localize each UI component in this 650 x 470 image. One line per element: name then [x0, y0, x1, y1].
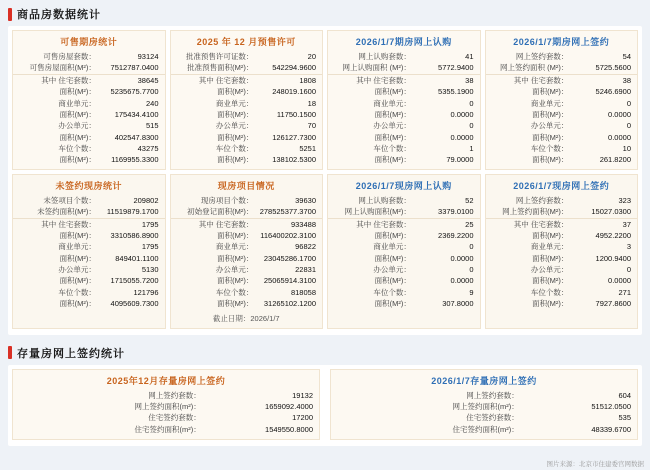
row-label: 可售房屋套数： — [43, 52, 96, 61]
row-label: 批准预售许可证数： — [185, 52, 254, 61]
accent-bar-icon — [8, 8, 12, 21]
row-value: 402547.8300 — [114, 132, 159, 142]
row-label: 网上签约套数： — [515, 52, 569, 61]
row-label: 网上签约套数： — [466, 390, 519, 400]
row-label: 面积(M²)： — [59, 299, 96, 309]
row-label: 车位个数： — [373, 144, 411, 153]
row-value: 0.0000 — [608, 132, 631, 142]
row-value: 25 — [413, 218, 480, 230]
row-value: 1659092.4000 — [265, 401, 313, 411]
row-value: 7512787.0400 — [110, 63, 159, 73]
row-value: 5725.5600 — [595, 63, 631, 73]
card-title: 2026/1/7期房网上认购 — [355, 37, 452, 47]
row-value: 138102.5300 — [272, 155, 316, 165]
row-label: 面积(M²)： — [59, 132, 96, 142]
stock-card-grid — [12, 369, 638, 441]
row-value: 54 — [622, 52, 631, 61]
row-label: 面积(M²)： — [374, 155, 411, 165]
card-existing-online-subscription — [327, 174, 481, 329]
card-table — [13, 195, 165, 310]
row-label: 办公单元： — [373, 265, 411, 274]
row-label: 网上认购面积(M²)： — [344, 207, 411, 217]
row-value: 933488 — [255, 218, 322, 230]
row-label: 未签约面积(M²)： — [37, 207, 96, 217]
row-label: 面积(M²)： — [532, 253, 569, 263]
row-label: 面积(M²)： — [59, 109, 96, 119]
row-value: 1169955.3300 — [111, 155, 159, 165]
card-unsigned-existing — [12, 174, 166, 329]
row-value: 19132 — [292, 390, 313, 400]
row-label: 面积(M²)： — [217, 230, 254, 240]
row-label: 办公单元： — [58, 265, 96, 274]
row-label: 商业单元： — [530, 98, 569, 108]
row-value: 5355.1900 — [438, 87, 474, 97]
row-value: 41 — [465, 52, 474, 61]
row-label: 车位个数： — [530, 287, 569, 297]
row-label: 网上认购套数： — [358, 195, 411, 205]
row-label: 其中 住宅套数： — [328, 74, 413, 86]
row-label: 其中 住宅套数： — [486, 74, 571, 86]
row-value: 31265102.1200 — [263, 299, 316, 309]
card-table — [328, 51, 480, 166]
row-label: 初始登记面积(M²)： — [187, 207, 254, 217]
row-value: 23045286.1700 — [263, 253, 316, 263]
row-label: 面积(M²)： — [374, 230, 411, 240]
card-table — [486, 195, 638, 310]
row-label: 面积(M²)： — [532, 132, 569, 142]
row-label: 办公单元： — [58, 121, 96, 131]
row-label: 商业单元： — [530, 242, 569, 252]
row-value: 0 — [626, 121, 631, 131]
row-value: 515 — [145, 121, 159, 131]
row-value: 0 — [469, 242, 474, 252]
row-value: 22831 — [295, 265, 316, 274]
row-value: 116400202.3100 — [260, 230, 316, 240]
row-label: 网上签约面积(M²)： — [502, 207, 569, 217]
row-label: 其中 住宅套数： — [486, 218, 571, 230]
card-table — [486, 51, 638, 166]
row-value: 278525377.3700 — [259, 207, 316, 217]
card-title: 2026/1/7期房网上签约 — [513, 37, 610, 47]
row-value: 5246.6900 — [595, 87, 631, 97]
row-label: 商业单元： — [373, 242, 411, 252]
row-value: 0.0000 — [450, 109, 474, 119]
source-note: 图片来源：北京市住建委官网数据 — [546, 461, 644, 468]
row-value: 4952.2200 — [595, 230, 631, 240]
row-value: 18 — [307, 98, 316, 108]
row-label: 办公单元： — [530, 121, 569, 131]
row-label: 面积(M²)： — [374, 132, 411, 142]
row-value: 604 — [618, 390, 631, 400]
card-title: 2025年12月存量房网上签约 — [106, 375, 226, 386]
row-value: 17200 — [292, 413, 313, 423]
row-value: 70 — [307, 121, 316, 131]
row-value: 1549550.8000 — [265, 424, 313, 434]
row-label: 办公单元： — [215, 121, 254, 131]
row-value: 0.0000 — [450, 132, 474, 142]
row-value: 5251 — [299, 144, 316, 153]
row-value: 96822 — [295, 242, 316, 252]
row-label: 未签项目个数： — [43, 195, 96, 205]
row-label: 网上签约面积 (M²)： — [500, 63, 569, 73]
row-label: 住宅签约套数： — [148, 413, 201, 423]
row-value: 248019.1600 — [272, 87, 316, 97]
row-label: 面积(M²)： — [59, 276, 96, 286]
row-label: 批准预售面积(M²)： — [187, 63, 254, 73]
row-label: 现房项目个数： — [200, 195, 254, 205]
row-value: 38 — [570, 74, 637, 86]
row-value: 323 — [618, 195, 631, 205]
card-table — [171, 195, 323, 310]
row-value: 1715055.7200 — [110, 276, 159, 286]
card-title: 2026/1/7存量房网上签约 — [431, 375, 537, 386]
row-value: 7927.8600 — [595, 299, 631, 309]
row-value: 37 — [570, 218, 637, 230]
row-label: 办公单元： — [373, 121, 411, 131]
row-value: 10 — [622, 144, 631, 153]
row-label: 面积(M²)： — [59, 87, 96, 97]
data-cutoff-note: 截止日期：2026/1/7 — [212, 313, 280, 323]
row-label: 面积(M²)： — [532, 276, 569, 286]
row-value: 542294.9600 — [272, 63, 316, 73]
row-value: 1200.9400 — [595, 253, 631, 263]
stats-card-grid-bottom — [12, 174, 638, 329]
card-title: 现房项目情况 — [217, 180, 275, 191]
stock-housing-panel — [8, 365, 642, 447]
row-value: 261.8200 — [599, 155, 631, 165]
row-value: 20 — [307, 52, 316, 61]
row-label: 商业单元： — [58, 242, 96, 252]
row-value: 38 — [413, 74, 480, 86]
row-label: 面积(M²)： — [59, 155, 96, 165]
row-value: 271 — [618, 287, 631, 297]
row-label: 面积(M²)： — [217, 155, 254, 165]
row-value: 39630 — [295, 195, 316, 205]
row-label: 面积(M²)： — [374, 276, 411, 286]
row-label: 商业单元： — [373, 98, 411, 108]
row-value: 0 — [626, 98, 631, 108]
row-label: 面积(M²)： — [217, 109, 254, 119]
row-label: 面积(M²)： — [374, 253, 411, 263]
row-label: 办公单元： — [530, 265, 569, 274]
card-existing-projects — [170, 174, 324, 329]
row-label: 面积(M²)： — [217, 132, 254, 142]
row-value: 209802 — [133, 195, 159, 205]
row-label: 面积(M²)： — [374, 299, 411, 309]
row-label: 网上签约套数： — [515, 195, 569, 205]
card-available-presale — [12, 30, 166, 170]
card-table — [13, 51, 165, 166]
row-label: 面积(M²)： — [532, 87, 569, 97]
row-value: 175434.4100 — [114, 109, 159, 119]
row-value: 51512.0500 — [591, 401, 631, 411]
row-value: 0.0000 — [450, 253, 474, 263]
row-label: 其中 住宅套数： — [13, 74, 98, 86]
card-table — [13, 390, 319, 436]
card-title: 2026/1/7现房网上认购 — [355, 180, 452, 191]
row-label: 面积(M²)： — [217, 276, 254, 286]
new-housing-panel — [8, 26, 642, 335]
row-label: 面积(M²)： — [374, 87, 411, 97]
row-value: 126127.7300 — [272, 132, 316, 142]
row-label: 住宅签约面积(m²)： — [452, 424, 519, 434]
row-value: 5130 — [141, 265, 159, 274]
row-value: 1795 — [141, 242, 159, 252]
row-value: 0 — [469, 265, 474, 274]
row-value: 48339.6700 — [591, 424, 631, 434]
row-value: 93124 — [137, 52, 159, 61]
row-label: 其中 住宅套数： — [328, 218, 413, 230]
row-label: 车位个数： — [58, 287, 96, 297]
row-value: 121796 — [133, 287, 159, 297]
row-value: 25065914.3100 — [263, 276, 316, 286]
row-label: 面积(M²)： — [217, 299, 254, 309]
card-title: 未签约现房统计 — [55, 180, 122, 191]
accent-bar-icon — [8, 346, 12, 359]
card-table — [328, 195, 480, 310]
row-value: 9 — [469, 287, 474, 297]
row-value: 307.8000 — [442, 299, 474, 309]
section-title: 商品房数据统计 — [17, 9, 101, 21]
row-value: 0.0000 — [450, 276, 474, 286]
row-value: 3379.0100 — [438, 207, 474, 217]
row-label: 面积(M²)： — [59, 253, 96, 263]
section-header-new-housing — [8, 6, 642, 22]
row-label: 办公单元： — [215, 265, 254, 274]
stats-card-grid-top — [12, 30, 638, 170]
row-label: 面积(M²)： — [217, 87, 254, 97]
row-value: 2369.2200 — [438, 230, 474, 240]
row-label: 面积(M²)： — [532, 230, 569, 240]
row-label: 面积(M²)： — [532, 299, 569, 309]
row-label: 其中 住宅套数： — [171, 74, 256, 86]
row-label: 车位个数： — [215, 287, 254, 297]
row-label: 网上认购面积 (M²)： — [342, 63, 411, 73]
row-label: 面积(M²)： — [532, 109, 569, 119]
row-label: 面积(M²)： — [532, 155, 569, 165]
row-value: 0.0000 — [608, 109, 631, 119]
row-value: 11750.1500 — [276, 109, 316, 119]
row-value: 0.0000 — [608, 276, 631, 286]
row-value: 818058 — [290, 287, 316, 297]
row-value: 3310586.8900 — [110, 230, 159, 240]
row-label: 面积(M²)： — [59, 230, 96, 240]
row-value: 1 — [469, 144, 474, 153]
row-label: 车位个数： — [530, 144, 569, 153]
section-header-stock-housing — [8, 345, 642, 361]
card-existing-online-contract — [485, 174, 639, 329]
row-value: 5235675.7700 — [110, 87, 159, 97]
row-label: 网上签约套数： — [148, 390, 201, 400]
row-label: 车位个数： — [373, 287, 411, 297]
row-label: 住宅签约面积(m²)： — [134, 424, 201, 434]
report-page — [0, 6, 650, 470]
row-label: 住宅签约套数： — [466, 413, 519, 423]
row-label: 可售房屋面积(M²)： — [29, 63, 96, 73]
row-value: 3 — [626, 242, 631, 252]
card-table — [171, 51, 323, 166]
row-value: 5772.9400 — [438, 63, 474, 73]
row-label: 商业单元： — [58, 98, 96, 108]
card-stock-contract-daily — [330, 369, 638, 441]
row-value: 1808 — [255, 74, 322, 86]
row-value: 0 — [469, 121, 474, 131]
row-value: 15027.0300 — [591, 207, 631, 217]
row-label: 面积(M²)： — [217, 253, 254, 263]
row-value: 0 — [469, 98, 474, 108]
row-label: 商业单元： — [215, 242, 254, 252]
row-value: 4095609.7300 — [110, 299, 159, 309]
row-value: 849401.1100 — [115, 253, 159, 263]
row-label: 商业单元： — [215, 98, 254, 108]
row-label: 网上认购套数： — [358, 52, 411, 61]
row-value: 52 — [465, 195, 474, 205]
row-label: 其中 住宅套数： — [171, 218, 256, 230]
card-title: 可售期房统计 — [60, 37, 118, 47]
card-title: 2025 年 12 月预售许可 — [196, 37, 296, 47]
row-value: 38645 — [98, 74, 165, 86]
card-presale-online-contract — [485, 30, 639, 170]
card-table — [331, 390, 637, 436]
row-value: 535 — [618, 413, 631, 423]
row-value: 43275 — [137, 144, 159, 153]
row-label: 面积(M²)： — [374, 109, 411, 119]
card-title: 2026/1/7现房网上签约 — [513, 180, 610, 191]
row-value: 1795 — [98, 218, 165, 230]
row-label: 其中 住宅套数： — [13, 218, 98, 230]
card-stock-contract-dec — [12, 369, 320, 441]
card-presale-permit-dec — [170, 30, 324, 170]
card-presale-online-subscription — [327, 30, 481, 170]
row-label: 网上签约面积(m²)： — [134, 401, 201, 411]
row-value: 79.0000 — [446, 155, 474, 165]
row-value: 240 — [145, 98, 159, 108]
row-label: 网上签约面积(m²)： — [452, 401, 519, 411]
row-label: 车位个数： — [58, 144, 96, 153]
row-value: 11519879.1700 — [106, 207, 159, 217]
row-label: 车位个数： — [215, 144, 254, 153]
section-title: 存量房网上签约统计 — [17, 347, 125, 360]
row-value: 0 — [626, 265, 631, 274]
